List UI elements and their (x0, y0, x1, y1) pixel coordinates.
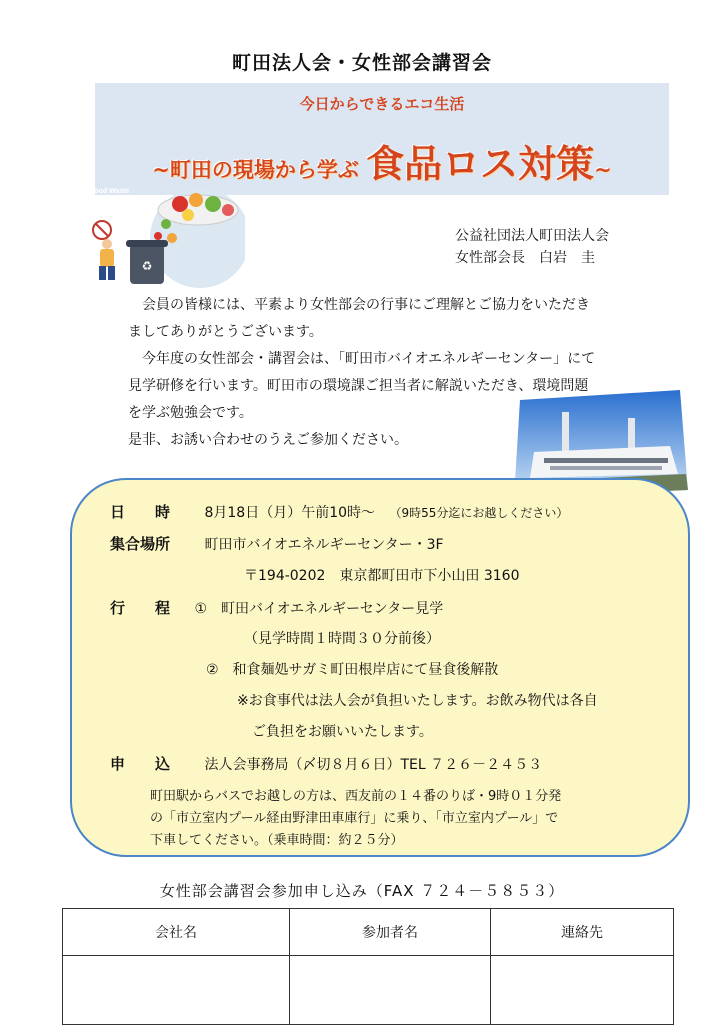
food-waste-illustration (80, 180, 245, 288)
greeting-line: 見学研修を行います。町田市の環境課ご担当者に解説いただき、環境問題 (128, 378, 589, 394)
meal-cost-note-2: ご負担をお願いいたします。 (252, 724, 433, 740)
banner-suffix: ~ (594, 158, 612, 182)
application-value: 法人会事務局（〆切８月６日）TEL ７２６－２４５３ (204, 757, 543, 773)
title-banner (95, 83, 669, 195)
column-participant: 参加者名 (290, 909, 491, 956)
page-title: 町田法人会・女性部会講習会 (231, 52, 492, 74)
application-form-table (62, 908, 674, 1025)
greeting-line: 会員の皆様には、平素より女性部会の行事にご理解とご協力をいただき (142, 297, 590, 313)
application-label: 申 込 (110, 755, 171, 773)
itinerary-label: 行 程 (110, 599, 171, 617)
column-contact: 連絡先 (491, 909, 674, 956)
contact-cell[interactable] (491, 956, 674, 1025)
itinerary-item-2: ② 和食麺処サガミ町田根岸店にて昼食後解散 (206, 662, 499, 678)
place-label: 集合場所 (110, 535, 171, 553)
application-form-title: 女性部会講習会参加申し込み（FAX ７２４－５８５３） (159, 882, 565, 900)
itinerary-item-1-note: （見学時間１時間３０分前後） (244, 631, 440, 647)
bus-directions: 町田駅からバスでお越しの方は、西友前の１４番のりば・9時０１分発 (150, 789, 562, 804)
place-row (110, 533, 444, 554)
svg-text:♻: ♻ (141, 259, 153, 273)
place-address: 〒194-0202 東京都町田市下小山田 3160 (244, 568, 520, 584)
greeting-line: 今年度の女性部会・講習会は、「町田市バイオエネルギーセンター」にて (142, 351, 596, 367)
participant-cell[interactable] (290, 956, 491, 1025)
banner-subtitle: 今日からできるエコ生活 (299, 95, 465, 113)
company-cell[interactable] (63, 956, 290, 1025)
bus-directions: の「市立室内プール経由野津田車庫行」に乗り、「市立室内プール」で (150, 811, 559, 826)
column-company: 会社名 (63, 909, 290, 956)
illustration-label: Food Waste (90, 188, 130, 195)
bus-directions: 下車してください。（乗車時間：約２５分） (150, 833, 404, 848)
greeting-line: を学ぶ勉強会です。 (128, 405, 253, 421)
date-note: （9時55分迄にお越しください） (389, 506, 569, 520)
itinerary-row (110, 597, 443, 618)
date-value: 8月18日（月）午前10時～ (204, 505, 376, 521)
organization-name: 公益社団法人町田法人会 (455, 228, 609, 244)
organization-block (455, 225, 609, 269)
place-value: 町田市バイオエネルギーセンター・3F (204, 537, 444, 553)
date-label: 日 時 (110, 503, 171, 521)
meal-cost-note: ※お食事代は法人会が負担いたします。お飲み物代は各自 (237, 693, 598, 709)
greeting-line: ましてありがとうございます。 (128, 324, 323, 340)
event-info-box (70, 478, 690, 857)
banner-headline: 食品ロス対策 (366, 142, 595, 186)
itinerary-item-1: ① 町田バイオエネルギーセンター見学 (194, 601, 444, 617)
banner-prefix: ~町田の現場から学ぶ (152, 158, 367, 182)
application-row (110, 753, 542, 774)
organization-representative: 女性部会長 白岩 圭 (455, 250, 595, 266)
date-row (110, 501, 568, 522)
greeting-line: 是非、お誘い合わせのうえご参加ください。 (128, 432, 408, 448)
